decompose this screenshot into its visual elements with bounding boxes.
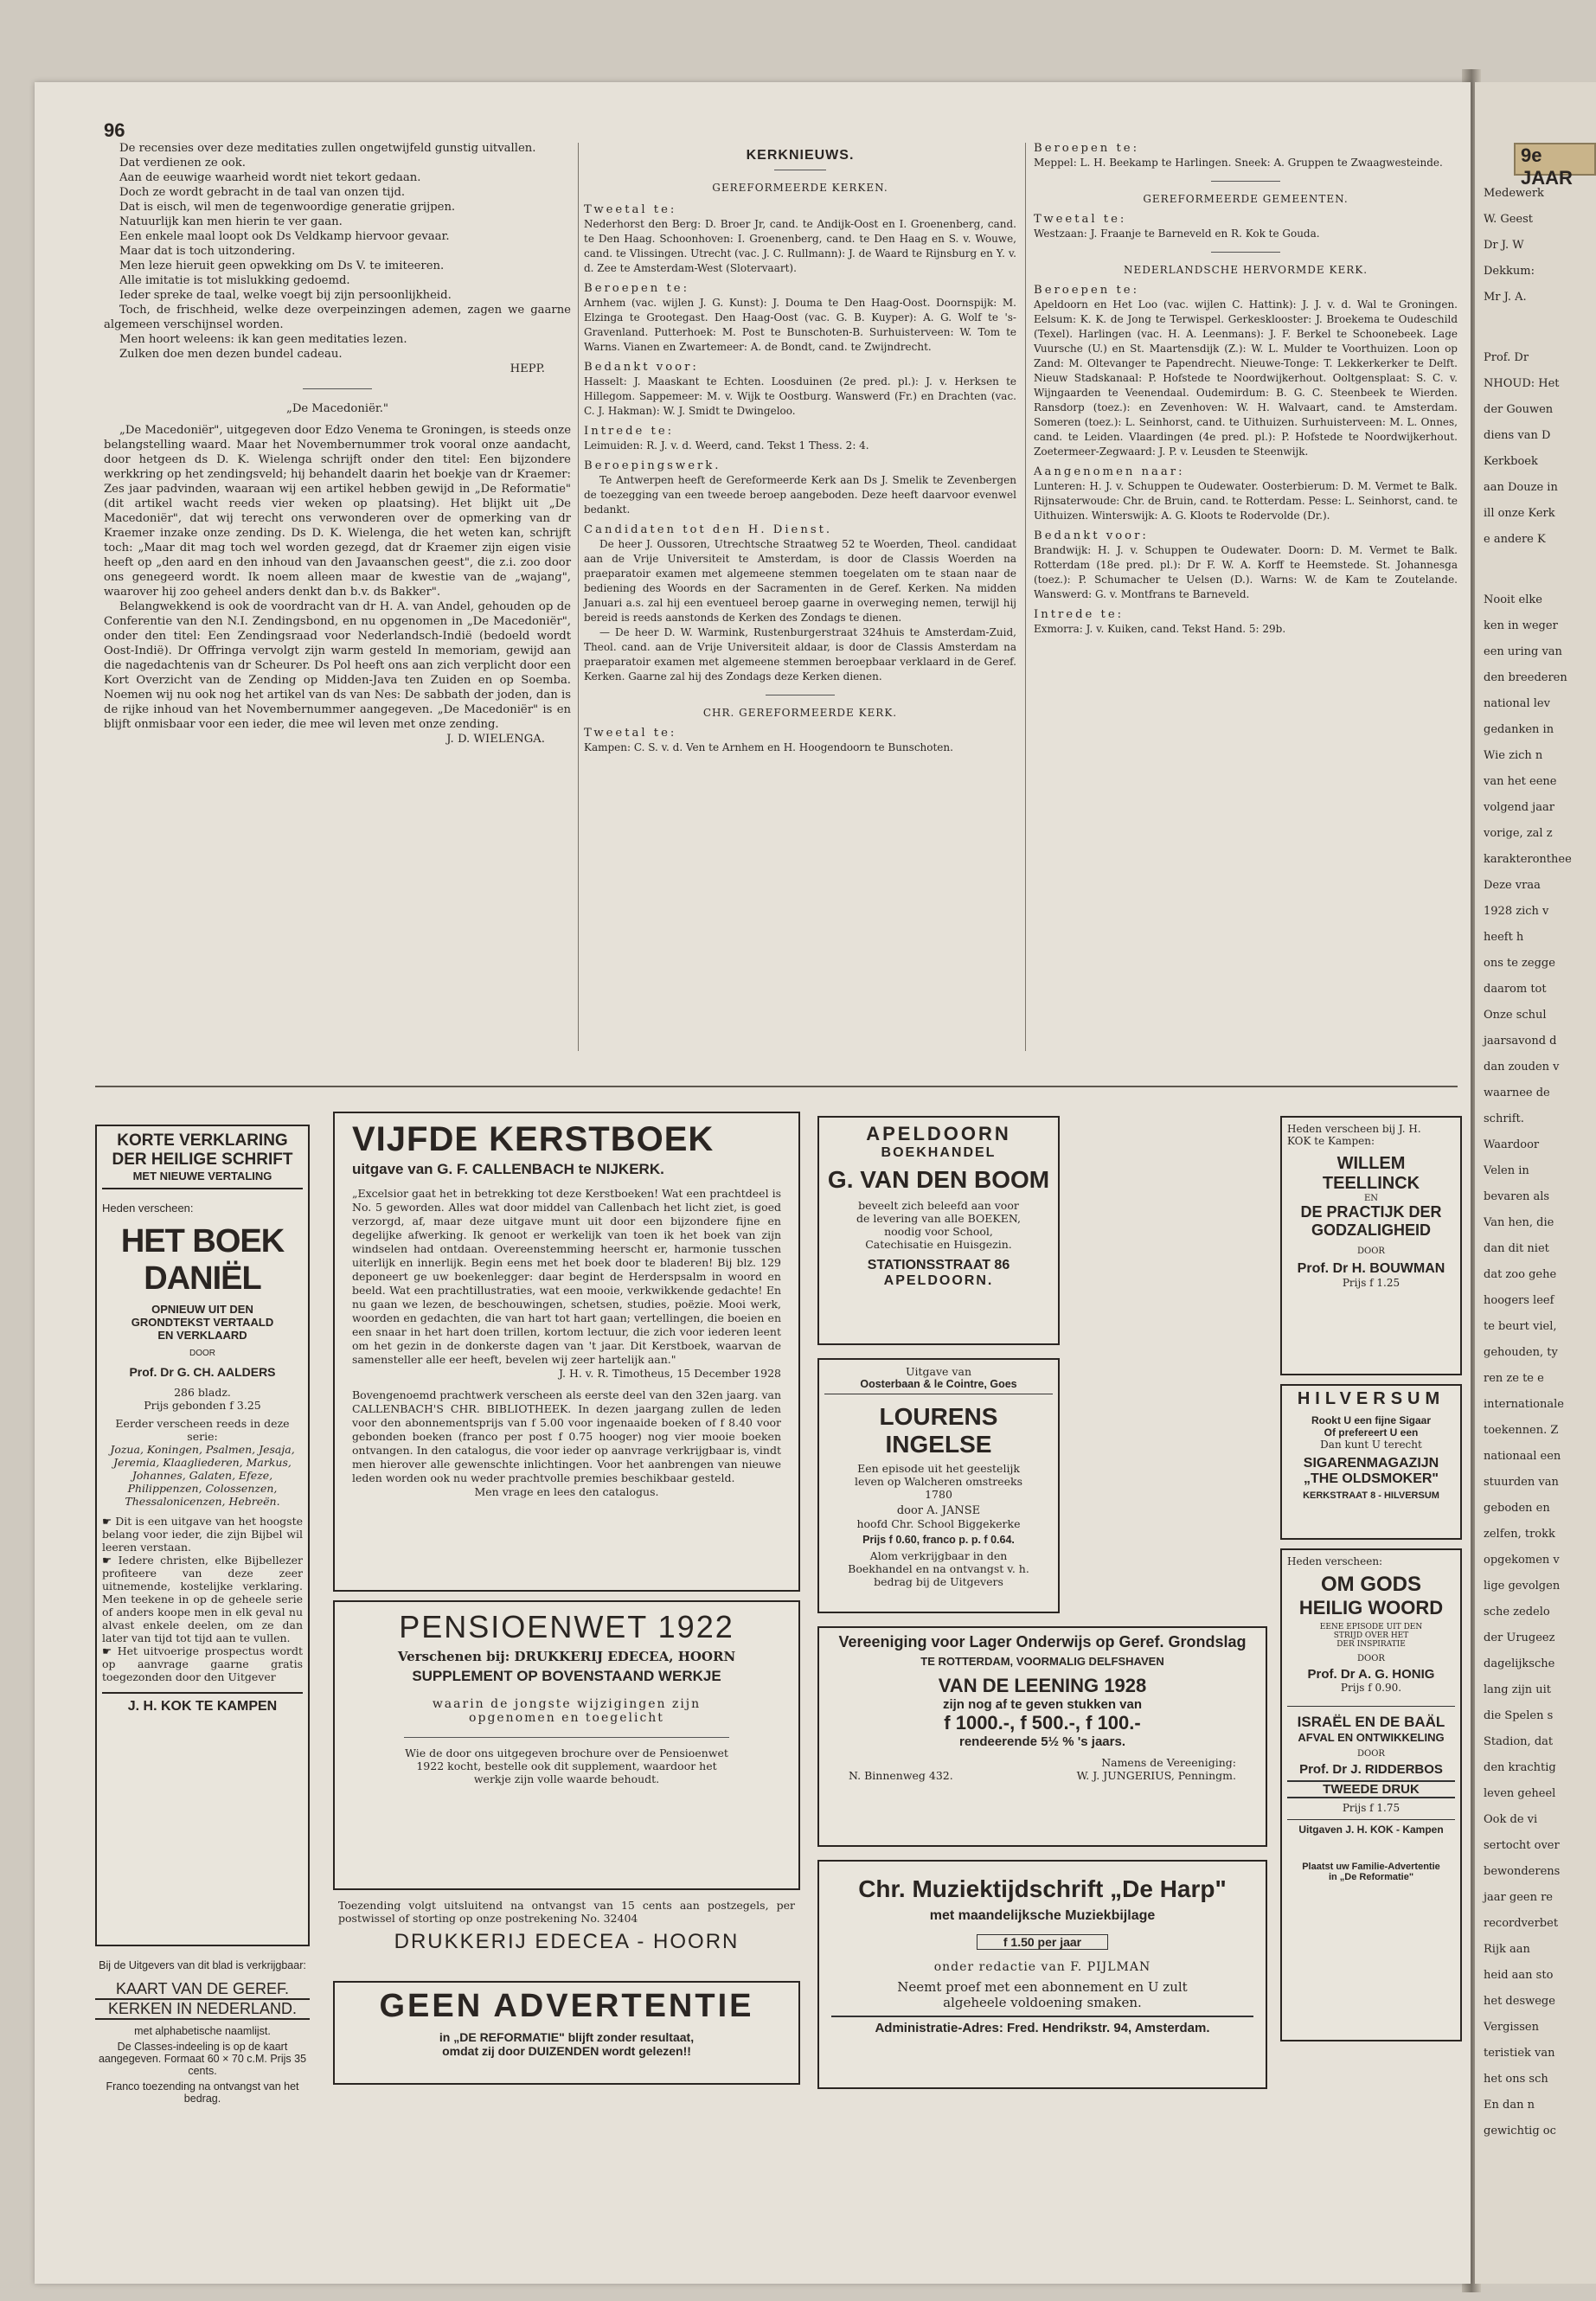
ad-text: Plaatst uw Familie-Advertentie — [1302, 1862, 1440, 1872]
facing-page-line: dan zouden v — [1484, 1061, 1560, 1074]
ad-hilversum — [1280, 1384, 1462, 1540]
facing-page-line: Waardoor — [1484, 1138, 1540, 1151]
ad-edecea — [333, 1899, 800, 1972]
ad-pensioenwet — [333, 1600, 800, 1890]
ad-text: Namens de Vereeniging: — [1101, 1756, 1236, 1769]
ad-text: Heden verscheen bij J. H. — [1287, 1123, 1421, 1135]
ad-text: Oosterbaan & le Cointre, Goes — [824, 1378, 1053, 1394]
facing-page-line: jaarsavond d — [1484, 1035, 1557, 1048]
ad-text: Neemt proef met een abonnement en U zult algeheele voldoening smaken. — [897, 1979, 1188, 2010]
facing-page-line: Van hen, die — [1484, 1216, 1554, 1229]
ad-text: rendeerende 5½ % 's jaars. — [958, 1734, 1125, 1749]
facing-page-line: jaar geen re — [1484, 1891, 1553, 1904]
ad-title: DE PRACTIJK DER — [1300, 1203, 1442, 1221]
ad-lourens-ingelse — [817, 1358, 1060, 1613]
facing-page-line: national lev — [1484, 697, 1550, 710]
ad-subtitle: BOEKHANDEL — [881, 1145, 997, 1160]
ad-publisher: Uitgaven J. H. KOK - Kampen — [1287, 1819, 1455, 1836]
label: Intrede te: — [584, 425, 675, 438]
ad-text: ☛ Iedere christen, elke Bijbellezer profiteere van deze zeer uitnemende, kostelijke verklaring. Men teekene in op de geheele serie of anders koope men in elk geval nu alvast enkele deelen, om ze dan later van tijd tot tijd aan te vullen. — [102, 1554, 303, 1644]
paragraph: Toch, de frischheid, welke deze overpeinzingen ademen, zagen we gaarne algemeen verschijnsel worden. — [104, 304, 571, 331]
facing-page-line: dagelijksche — [1484, 1657, 1555, 1670]
facing-page-line: Stadion, dat — [1484, 1735, 1554, 1748]
text: Lunteren: H. J. v. Schuppen te Oudewater. Oosterbierum: D. M. Vermet te Balk. Rijnsaterwoude: Chr. de Bruin, cand. te Rotterdam. Pesse: L. Seinhorst, cand. te Uithuizen. Winterswijk: A. G. Kloots te Rodervolde (Dr.). — [1034, 480, 1458, 522]
ad-text: DER INSPIRATIE — [1336, 1640, 1406, 1649]
ad-title: G. VAN DEN BOOM — [827, 1166, 1050, 1193]
paragraph: Maar dat is toch uitzondering. — [119, 245, 296, 258]
paragraph: Een enkele maal loopt ook Ds Veldkamp hiervoor gevaar. — [119, 230, 450, 243]
ad-subtitle: uitgave van G. F. CALLENBACH te NIJKERK. — [352, 1161, 664, 1177]
divider — [1211, 181, 1280, 182]
facing-page-line: Prof. Dr — [1484, 351, 1529, 364]
label: Beroepen te: — [584, 282, 690, 295]
label: Tweetal te: — [1034, 213, 1127, 226]
ad-text: Heden verscheen: — [102, 1202, 194, 1215]
paragraph: Men leze hieruit geen opwekking om Ds V. te imiteeren. — [119, 260, 445, 272]
ad-title: LOURENS INGELSE — [879, 1403, 998, 1458]
paragraph: Zulken doe men dezen bundel cadeau. — [119, 348, 343, 361]
subheading: CHR. GEREFORMEERDE KERK. — [702, 707, 898, 719]
facing-page-line: Wie zich n — [1484, 749, 1543, 762]
divider — [303, 388, 372, 389]
ad-text: VAN DE LEENING 1928 — [938, 1675, 1147, 1696]
ad-text: Dit is een uitgave van het hoogste belang voor ieder, die zijn Bijbel wil leeren verstaan. — [102, 1515, 303, 1554]
facing-page-line: bevaren als — [1484, 1190, 1550, 1203]
paragraph: Ieder spreke de taal, welke voegt bij zijn persoonlijkheid. — [119, 289, 452, 302]
ad-text: KOK te Kampen: — [1287, 1135, 1375, 1147]
text: Kampen: C. S. v. d. Ven te Arnhem en H. Hoogendoorn te Bunschoten. — [584, 741, 953, 753]
ad-text: TWEEDE DRUK — [1287, 1780, 1455, 1798]
facing-page-line: W. Geest — [1484, 213, 1534, 226]
facing-page-line: van het eene — [1484, 775, 1557, 788]
ad-title: WILLEM TEELLINCK — [1322, 1154, 1420, 1193]
ad-title: KAART VAN DE GEREF. — [95, 1980, 310, 2000]
facing-page-line: geboden en — [1484, 1502, 1550, 1515]
facing-page-line: gewichtig oc — [1484, 2125, 1556, 2138]
facing-page-line: een uring van — [1484, 645, 1562, 658]
label: Beroepingswerk. — [584, 459, 721, 472]
ad-title: Chr. Muziektijdschrift „De Harp" — [858, 1875, 1227, 1902]
label: Bedankt voor: — [584, 361, 699, 374]
column-1 — [104, 141, 571, 747]
facing-page-line: sche zedelo — [1484, 1606, 1550, 1618]
ad-text: waarin de jongste wijzigingen zijn opgenomen en toegelicht — [432, 1697, 702, 1725]
ad-title: APELDOORN — [866, 1123, 1011, 1144]
label: Intrede te: — [1034, 608, 1125, 621]
facing-page-line: gedanken in — [1484, 723, 1554, 736]
ad-author: Prof. Dr J. RIDDERBOS — [1299, 1762, 1443, 1777]
facing-page-line: e andere K — [1484, 533, 1546, 546]
ad-title: KERKEN IN NEDERLAND. — [95, 2000, 310, 2020]
column-2 — [584, 141, 1016, 755]
ad-text: J. H. v. R. Timotheus, 15 December 1928 — [558, 1367, 781, 1380]
facing-page — [1475, 82, 1596, 2284]
facing-page-line: vorige, zal z — [1484, 827, 1553, 840]
divider — [1211, 252, 1280, 253]
ad-text: Het uitvoerige prospectus wordt op aanvrage gaarne gratis toegezonden door den Uitgever — [102, 1644, 304, 1683]
facing-page-line: zelfen, trokk — [1484, 1528, 1555, 1541]
ad-text: STATIONSSTRAAT 86 — [867, 1258, 1010, 1272]
facing-page-line: Nooit elke — [1484, 593, 1542, 606]
text: Leimuiden: R. J. v. d. Weerd, cand. Tekst 1 Thess. 2: 4. — [584, 439, 869, 452]
facing-page-line: opgekomen v — [1484, 1554, 1560, 1567]
facing-page-line: Deze vraa — [1484, 879, 1541, 892]
ad-title: DRUKKERIJ EDECEA - HOORN — [394, 1930, 740, 1953]
ad-title: PENSIOENWET 1922 — [399, 1609, 734, 1644]
ad-title: MET NIEUWE VERTALING — [102, 1170, 303, 1189]
ad-text: Uitgave van — [905, 1365, 971, 1378]
ad-korte-verklaring — [95, 1125, 310, 1946]
facing-page-line: bewonderens — [1484, 1865, 1561, 1878]
facing-page-line: diens van D — [1484, 429, 1551, 442]
signature-hepp: HEPP. — [510, 362, 545, 375]
ad-text: beveelt zich beleefd aan voor de levering van alle BOEKEN, noodig voor School, Catechisatie en Huisgezin. — [856, 1199, 1021, 1251]
column-3 — [1034, 141, 1458, 637]
text: Brandwijk: H. J. v. Schuppen te Oudewater. Doorn: D. M. Vermet te Balk. Rotterdam (18e pred. pl.): Dr F. W. A. Korff te Heemstede. St. Johannesga (toez.): P. Schumacher te Uelsen (D.). Warns: W. de Kam te Zoutelande. Wanswerd: G. v. Montfrans te Barneveld. — [1034, 544, 1458, 600]
facing-page-line: teristiek van — [1484, 2047, 1555, 2060]
facing-page-line: nationaal een — [1484, 1450, 1561, 1463]
facing-page-line: hoogers leef — [1484, 1294, 1554, 1307]
paragraph: Natuurlijk kan men hierin te ver gaan. — [119, 215, 343, 228]
ad-price: Prijs f 0.90. — [1340, 1682, 1402, 1694]
facing-page-line: En dan n — [1484, 2099, 1535, 2112]
facing-page-line: te beurt viel, — [1484, 1320, 1557, 1333]
ad-text: EN — [1363, 1194, 1379, 1203]
ad-text: Of prefereert U een — [1324, 1426, 1419, 1439]
label: Tweetal te: — [584, 203, 677, 216]
column-rule — [578, 143, 579, 1051]
label: Beroepen te: — [1034, 284, 1140, 297]
facing-page-line: den breederen — [1484, 671, 1567, 684]
ad-title: Vereeniging voor Lager Onderwijs op Geref. Grondslag — [838, 1633, 1247, 1650]
ad-price: Prijs f 1.25 — [1342, 1277, 1401, 1289]
subheading: GEREFORMEERDE GEMEENTEN. — [1143, 193, 1349, 205]
ad-text: met alphabetische naamlijst. — [134, 2025, 271, 2037]
ad-publisher: J. H. KOK TE KAMPEN — [102, 1692, 303, 1715]
ad-title: HEILIG WOORD — [1298, 1597, 1444, 1618]
facing-page-line: recordverbet — [1484, 1917, 1559, 1930]
ad-title: ISRAËL EN DE BAÄL — [1287, 1706, 1455, 1731]
subheading: NEDERLANDSCHE HERVORMDE KERK. — [1123, 264, 1368, 276]
facing-page-line: Medewerk — [1484, 187, 1544, 200]
ad-text: Men vrage en lees den catalogus. — [474, 1485, 659, 1498]
ad-text: GRONDTEKST VERTAALD — [131, 1316, 274, 1329]
ad-de-harp — [817, 1860, 1267, 2089]
ad-text: hoofd Chr. School Biggekerke — [856, 1517, 1021, 1530]
ad-title: „THE OLDSMOKER" — [1303, 1471, 1439, 1486]
ad-text: Jozua, Koningen, Psalmen, Jesaja, Jeremia, Klaagliederen, Markus, Johannes, Galaten, Efeze, Philippenzen, Colossenzen, Thessalonicenzen, Hebreën. — [110, 1443, 295, 1508]
facing-page-line: Onze schul — [1484, 1009, 1547, 1022]
ad-title: GODZALIGHEID — [1311, 1221, 1431, 1239]
ad-title: GEEN ADVERTENTIE — [379, 1988, 754, 2024]
ad-title: AFVAL EN ONTWIKKELING — [1298, 1731, 1445, 1744]
facing-page-line: heid aan sto — [1484, 1969, 1554, 1982]
page-number: 96 — [104, 119, 125, 141]
facing-page-line: Ook de vi — [1484, 1813, 1538, 1826]
facing-page-line: ill onze Kerk — [1484, 507, 1555, 520]
paragraph: De recensies over deze meditaties zullen ongetwijfeld gunstig uitvallen. — [119, 142, 536, 155]
ad-text: Bovengenoemd prachtwerk verscheen als eerste deel van den 32en jaarg. van CALLENBACH'S CHR. BIBLIOTHEEK. In dezen jaargang zullen de leden voor den abonnementsprijs van f 5.00 voor ingenaaide boeken of f 8.40 voor gebonden boeken (franco per post f 0.75 hooger) nog vier mooie boeken ontvangen. In den catalogus, die voor ieder op aanvrage verkrijgbaar is, vindt men hierover alle gewenschte inlichtingen. Voor het aanbrengen van nieuwe leden worden ook nu weder prachtvolle premies beschikbaar gesteld. — [352, 1388, 782, 1484]
facing-page-line: waarnee de — [1484, 1086, 1550, 1099]
ad-text: DOOR — [1357, 1749, 1385, 1759]
paragraph: Dat is eisch, wil men de tegenwoordige generatie grijpen. — [119, 201, 456, 214]
paragraph: „De Macedoniër", uitgegeven door Edzo Venema te Groningen, is steeds onze belangstelling waard. Maar het Novembernummer trok vooral onze aandacht, door hetgeen ds D. K. Wielenga schrijft onder den titel: Een bijzondere werkkring op het zendingsveld; hij behandelt daarin het boekje van dr Kraemer: Zes jaar padvinden, waaraan wij een artikel hebben gewijd in „De Reformatie" (dit artikel wacht reeds vier weken op plaatsing). Het blijkt uit „De Macedoniër", dat wij terecht ons verwonderen over de opmerking van dr Kraemer inzake onze zending. Ds D. K. Wielenga, die het weten kan, schrijft toch: „Maar dit mag toch wel worden gezegd, dat dr Kraemer zijn eigen visie heeft op „den aard en den inhoud van den Javaanschen geest", die z.i. zoo door ons genegeerd wordt. Ik noem alleen maar de kwestie van de „wajang", waarover hij zoo geheel anders denkt dan b.v. ds Bakker". — [104, 424, 571, 599]
ad-text: APELDOORN. — [883, 1273, 994, 1288]
paragraph: Alle imitatie is tot mislukking gedoemd. — [119, 274, 350, 287]
ad-subtitle: SUPPLEMENT OP BOVENSTAAND WERKJE — [412, 1668, 721, 1684]
ad-text: Wie de door ons uitgegeven brochure over de Pensioenwet 1922 kocht, bestelle ook dit supplement, waardoor het werkje zijn volle waarde behoudt. — [404, 1737, 729, 1785]
ad-text: door A. JANSE — [896, 1504, 981, 1517]
ad-text: omdat zij door DUIZENDEN wordt gelezen!! — [442, 2044, 691, 2058]
facing-page-line: karakteronthee — [1484, 853, 1572, 866]
ad-kaart — [95, 1959, 310, 2193]
ad-text: Rookt U een fijne Sigaar — [1311, 1414, 1432, 1426]
facing-page-line: ren ze te e — [1484, 1372, 1544, 1385]
ad-book-title: HET BOEK DANIËL — [120, 1223, 285, 1297]
text: De heer J. Oussoren, Utrechtsche Straatweg 52 te Woerden, Theol. candidaat aan de Vrije Universiteit te Amsterdam, is door de Classis Woerden na praeparatoir examen met algemeene stemmen toegelaten om te staan naar de bediening des Woords en der Sacramenten in de Geref. Kerken. Na midden Januari a.s. zal hij een eventueel beroep gaarne in overweging nemen, terwijl hij bereid is reeds aanstonds de Kerken des Zondags te dienen. — [584, 538, 1016, 624]
facing-page-line: internationale — [1484, 1398, 1564, 1411]
ad-kerstboek — [333, 1112, 800, 1592]
facing-page-line: Vergissen — [1484, 2021, 1539, 2034]
label: Aangenomen naar: — [1034, 465, 1185, 478]
facing-page-line: die Spelen s — [1484, 1709, 1554, 1722]
paragraph: Dat verdienen ze ook. — [119, 157, 246, 170]
paragraph: Men hoort weleens: ik kan geen meditaties lezen. — [119, 333, 407, 346]
paragraph: Aan de eeuwige waarheid wordt niet tekort gedaan. — [119, 171, 421, 184]
facing-page-line: lang zijn uit — [1484, 1683, 1552, 1696]
facing-page-line: Rijk aan — [1484, 1943, 1530, 1956]
text: Westzaan: J. Fraanje te Barneveld en R. Kok te Gouda. — [1034, 228, 1320, 240]
ad-text: zijn nog af te geven stukken van — [942, 1697, 1143, 1712]
label: Bedankt voor: — [1034, 529, 1149, 542]
facing-page-line: sertocht over — [1484, 1839, 1560, 1852]
facing-page-line: leven geheel — [1484, 1787, 1556, 1800]
text: Hasselt: J. Maaskant te Echten. Loosduinen (2e pred. pl.): J. v. Herksen te Hillegom. Sappemeer: M. v. Wijk te Oostburg. Wanswerd (Fr.) en Drachten (vac. C. J. Hakman): W. J. Smidt te Dwingeloo. — [584, 375, 1016, 417]
ad-om-gods — [1280, 1548, 1462, 2041]
label: Candidaten tot den H. Dienst. — [584, 523, 833, 536]
facing-page-line: dat zoo gehe — [1484, 1268, 1557, 1281]
ad-text: Alom verkrijgbaar in den Boekhandel en na ontvangst v. h. bedrag bij de Uitgevers — [848, 1549, 1029, 1588]
ad-text: Eerder verscheen reeds in deze serie: — [115, 1417, 290, 1443]
ad-text: ☛ Het uitvoerige prospectus wordt op aanvrage gaarne gratis toegezonden door den Uitgever — [102, 1644, 304, 1683]
ad-title: SIGARENMAGAZIJN — [1303, 1456, 1439, 1471]
ad-text: Administratie-Adres: Fred. Hendrikstr. 94, Amsterdam. — [831, 2016, 1253, 2035]
ad-subtitle: TE ROTTERDAM, VOORMALIG DELFSHAVEN — [920, 1655, 1164, 1668]
signature-wielenga: J. D. WIELENGA. — [446, 733, 545, 746]
facing-page-line: aan Douze in — [1484, 481, 1558, 494]
column-rule — [1025, 143, 1026, 1051]
ad-text: DOOR — [189, 1349, 215, 1358]
article-title: „De Macedoniër." — [286, 402, 388, 415]
text: Te Antwerpen heeft de Gereformeerde Kerk aan Ds J. Smelik te Zevenbergen de toezegging van een tweede beroep aangeboden. Deze heeft daarvoor evenwel bedankt. — [584, 474, 1016, 516]
ad-text: in „DE REFORMATIE" blijft zonder resultaat, — [439, 2030, 695, 2044]
facing-page-line: Dr J. W — [1484, 239, 1524, 252]
label: Tweetal te: — [584, 727, 677, 740]
facing-page-line: Velen in — [1484, 1164, 1529, 1177]
facing-page-line: der Gouwen — [1484, 403, 1554, 416]
text: Exmorra: J. v. Kuiken, cand. Tekst Hand. 5: 29b. — [1034, 623, 1286, 635]
text: Nederhorst den Berg: D. Broer Jr, cand. te Andijk-Oost en I. Groenenberg, cand. te Den Haag. Schoonhoven: I. Groenenberg, cand. te Den Haag en S. v. Wouwe, cand. te Vlissingen. Utrecht (vac. J. C. Rullmann): J. de Waard te Rijnsburg en Y. v. d. Zee te Amsterdam-West (Slotervaart). — [584, 218, 1016, 274]
ad-title: DER HEILIGE SCHRIFT — [112, 1150, 293, 1169]
ad-author: Prof. Dr G. CH. AALDERS — [129, 1365, 276, 1379]
ad-text: Toezending volgt uitsluitend na ontvangst van 15 cents aan postzegels, per postwissel of storting op onze postrekening No. 32404 — [338, 1899, 795, 1925]
ad-text: De Classes-indeeling is op de kaart aangegeven. Formaat 60 × 70 c.M. Prijs 35 cents. — [98, 2041, 307, 2077]
ad-author: Prof. Dr A. G. HONIG — [1307, 1667, 1435, 1682]
facing-page-line: Kerkboek — [1484, 455, 1538, 468]
ad-teellinck — [1280, 1116, 1462, 1375]
text: — De heer D. W. Warmink, Rustenburgerstraat 324huis te Amsterdam-Zuid, Theol. cand. aan de Vrije Universiteit aldaar, is door de Classis Amsterdam na praeparatoir examen met algemeene stemmen beroepbaar verklaard in de Geref. Kerken. Gaarne zal hij des Zondags deze Kerken dienen. — [584, 626, 1016, 683]
ad-text: OPNIEUW UIT DEN — [151, 1303, 253, 1316]
ad-text: EENE EPISODE UIT DEN — [1319, 1623, 1423, 1631]
ad-text: 286 bladz. — [174, 1386, 231, 1399]
ad-text: in „De Reformatie" — [1328, 1872, 1414, 1882]
facing-page-line: NHOUD: Het — [1484, 377, 1560, 390]
facing-page-line: heeft h — [1484, 931, 1524, 944]
ad-text: Iedere christen, elke Bijbellezer profiteere van deze zeer uitnemende, kostelijke verklaring. Men teekene in op de geheele serie of anders koope men in elk geval nu alvast enkele deelen, om ze dan later van tijd tot tijd aan te vullen. — [102, 1554, 303, 1644]
ad-footer — [831, 1769, 1253, 1782]
facing-page-header: 9e JAAR — [1514, 143, 1596, 176]
text: Arnhem (vac. wijlen J. G. Kunst): J. Douma te Den Haag-Oost. Doornspijk: M. Elzinga te Grootegast. Den Haag-Oost (vac. G. B. Kuyper): A. G. Wolf te 's-Gravenland. Putterhoek: M. Post te Bunschoten-B. Surhuisterveen: W. Tom te Warns. Vianen en Zwartemeer: A. de Bondt, cand. te Zwijndrecht. — [584, 297, 1016, 353]
ad-text: KERKSTRAAT 8 - HILVERSUM — [1303, 1490, 1439, 1501]
facing-page-line: daarom tot — [1484, 983, 1547, 996]
facing-page-line: schrift. — [1484, 1112, 1524, 1125]
facing-page-line: ons te zegge — [1484, 957, 1555, 970]
facing-page-line: 1928 zich v — [1484, 905, 1549, 918]
ad-text: onder redactie van F. PIJLMAN — [933, 1960, 1151, 1974]
ad-text: DOOR — [1357, 1654, 1385, 1663]
ad-section-rule — [95, 1086, 1458, 1087]
subheading: GEREFORMEERDE KERKEN. — [712, 182, 888, 194]
facing-page-line: der Urugeez — [1484, 1631, 1555, 1644]
ad-text: f 1000.-, f 500.-, f 100.- — [944, 1712, 1141, 1734]
facing-page-line: dan dit niet — [1484, 1242, 1549, 1255]
ad-text: ☛ Dit is een uitgave van het hoogste belang voor ieder, die zijn Bijbel wil leeren verstaan. — [102, 1515, 303, 1554]
ad-text: STRIJD OVER HET — [1333, 1631, 1409, 1640]
ad-text: Franco toezending na ontvangst van het bedrag. — [106, 2080, 299, 2105]
ad-text: Verschenen bij: DRUKKERIJ EDECEA, HOORN — [397, 1649, 736, 1664]
facing-page-line: stuurden van — [1484, 1476, 1559, 1489]
facing-page-line: Mr J. A. — [1484, 291, 1527, 304]
ad-price: Prijs gebonden f 3.25 — [144, 1399, 261, 1412]
paragraph: Belangwekkend is ook de voordracht van dr H. A. van Andel, gehouden op de Conferentie van den N.I. Zendingsbond, en nu opgenomen in „De Macedoniër", onder den titel: Een Zendingsraad voor Nederlandsch-Indië (bedoeld wordt Oost-Indië). Dr Offringa vervolgt zijn warm gesteld In memoriam, gewijd aan die nagedachtenis van dr Scheurer. Ds Pol heeft ons aan zich verplicht door een Kort Overzicht van de Zending op Midden-Java ten Zuiden en op Soemba. Noemen wij nu ook nog het artikel van ds van Nes: De sabbath der joden, dan is de rijke inhoud van het Novembernummer aangegeven. „De Macedoniër" is en blijft onmisbaar voor een ieder, die mee wil leven met onze zending. — [104, 600, 571, 731]
ad-text: Een episode uit het geestelijk leven op Walcheren omstreeks 1780 — [854, 1462, 1022, 1501]
ad-price: Prijs f 0.60, franco p. p. f 0.64. — [862, 1534, 1015, 1546]
section-heading-kerknieuws: KERKNIEUWS. — [746, 148, 855, 163]
ad-lager-onderwijs — [817, 1626, 1267, 1847]
text: Meppel: L. H. Beekamp te Harlingen. Sneek: A. Gruppen te Zwaagwesteinde. — [1034, 157, 1443, 169]
ad-title: HILVERSUM — [1297, 1389, 1445, 1408]
text: Apeldoorn en Het Loo (vac. wijlen C. Hattink): J. J. v. d. Wal te Groningen. Eelsum: K. K. de Jong te Terwispel. Gerkesklooster: J. Broekema te Oudeschild (Texel). Harlingen (vac. H. A. Leenmans): J. F. Berkel te Schoonebeek. Lage Vuursche (U.) en St. Maartensdijk (Z.): W. L. Mulder te Voorthuizen. Loon op Zand: M. Oltevanger te Papendrecht. Nieuwe-Tonge: T. Lekkerkerker te Delft. Nieuw Stadskanaal: P. Hofstede te Noordwijkerhout. Ooltgensplaat: S. C. v. Wijngaarden te Veenendaal. Oudemirdum: B. G. C. Steenbeek te Wierden. Ransdorp (toez.): en Zevenhoven: W. H. Walvaart, cand. te Amsterdam. Someren (toez.): L. Seinhorst, cand. te Uithuizen. Surhuisterveen: M. L. Onnes, cand. te Leiden. Vlaardingen (4e pred. pl.): P. Hofstede te Noordwijkerhout. Zoetermeer-Zegwaard: J. P. v. Leusden te Steenwijk. — [1034, 298, 1458, 458]
paragraph: Doch ze wordt gebracht in de taal van onzen tijd. — [119, 186, 406, 199]
facing-page-line: het ons sch — [1484, 2073, 1548, 2086]
facing-page-line: ken in weger — [1484, 619, 1558, 632]
ad-text: EN VERKLAARD — [157, 1329, 247, 1342]
ad-text: Heden verscheen: — [1287, 1555, 1383, 1567]
facing-page-line: den krachtig — [1484, 1761, 1556, 1774]
facing-page-line: het deswege — [1484, 1995, 1555, 2008]
facing-page-line: Dekkum: — [1484, 265, 1535, 278]
ad-text: „Excelsior gaat het in betrekking tot deze Kerstboeken! Wat een prachtdeel is No. 5 geworden. Alles wat door middel van Callenbach het licht ziet, is goed verzorgd, af, maar deze uitgave munt uit door een bijzondere fijne en degelijke afwerking. Ik genoot er werkelijk van toen ik het boek van zijn windselen had ontdaan. Overeenstemming heerscht er, harmonie tusschen uiterlijk en innerlijk. Begin eens met het boek door te bladeren! Bij blz. 129 deponeert ge uw boekenlegger: daar begint de Herderspsalm in woord en beeld. Wat een prachtillustraties, wat een mooie, verkwikkende gedachte! En nu gaan we lezen, de beschouwingen, schetsen, studies, poëzie. Mooi werk, woorden en gedachten, die van hart tot hart gaan; vertellingen, die boeien en een snaar in het hart doen trillen, kortom lectuur, die zich voor iederen leent om het gezin in de donkerste dagen van 't jaar. Dit Kerstboek, waarvan de samensteller alle eer heeft, bevelen wij zeer hartelijk aan." — [352, 1187, 781, 1366]
ad-title: KORTE VERKLARING — [117, 1131, 288, 1150]
ad-text: W. J. JUNGERIUS, Penningm. — [1076, 1769, 1236, 1782]
facing-page-line: gehouden, ty — [1484, 1346, 1558, 1359]
facing-page-line: volgend jaar — [1484, 801, 1554, 814]
ad-price: Prijs f 1.75 — [1342, 1802, 1401, 1814]
ad-author: Prof. Dr H. BOUWMAN — [1297, 1261, 1445, 1276]
ad-text: Dan kunt U terecht — [1320, 1439, 1422, 1451]
ad-subtitle: met maandelijksche Muziekbijlage — [929, 1908, 1156, 1923]
ad-apeldoorn — [817, 1116, 1060, 1345]
ad-text: N. Binnenweg 432. — [849, 1769, 953, 1782]
ad-text: Bij de Uitgevers van dit blad is verkrijgbaar: — [99, 1959, 306, 1971]
facing-page-line: lige gevolgen — [1484, 1580, 1561, 1593]
ad-price: f 1.50 per jaar — [977, 1934, 1108, 1950]
label: Beroepen te: — [1034, 142, 1140, 155]
ad-text: DOOR — [1357, 1247, 1385, 1256]
ad-geen-advertentie — [333, 1981, 800, 2085]
ad-title: VIJFDE KERSTBOEK — [352, 1120, 715, 1158]
ad-title: OM GODS — [1320, 1573, 1421, 1596]
facing-page-line: toekennen. Z — [1484, 1424, 1559, 1437]
